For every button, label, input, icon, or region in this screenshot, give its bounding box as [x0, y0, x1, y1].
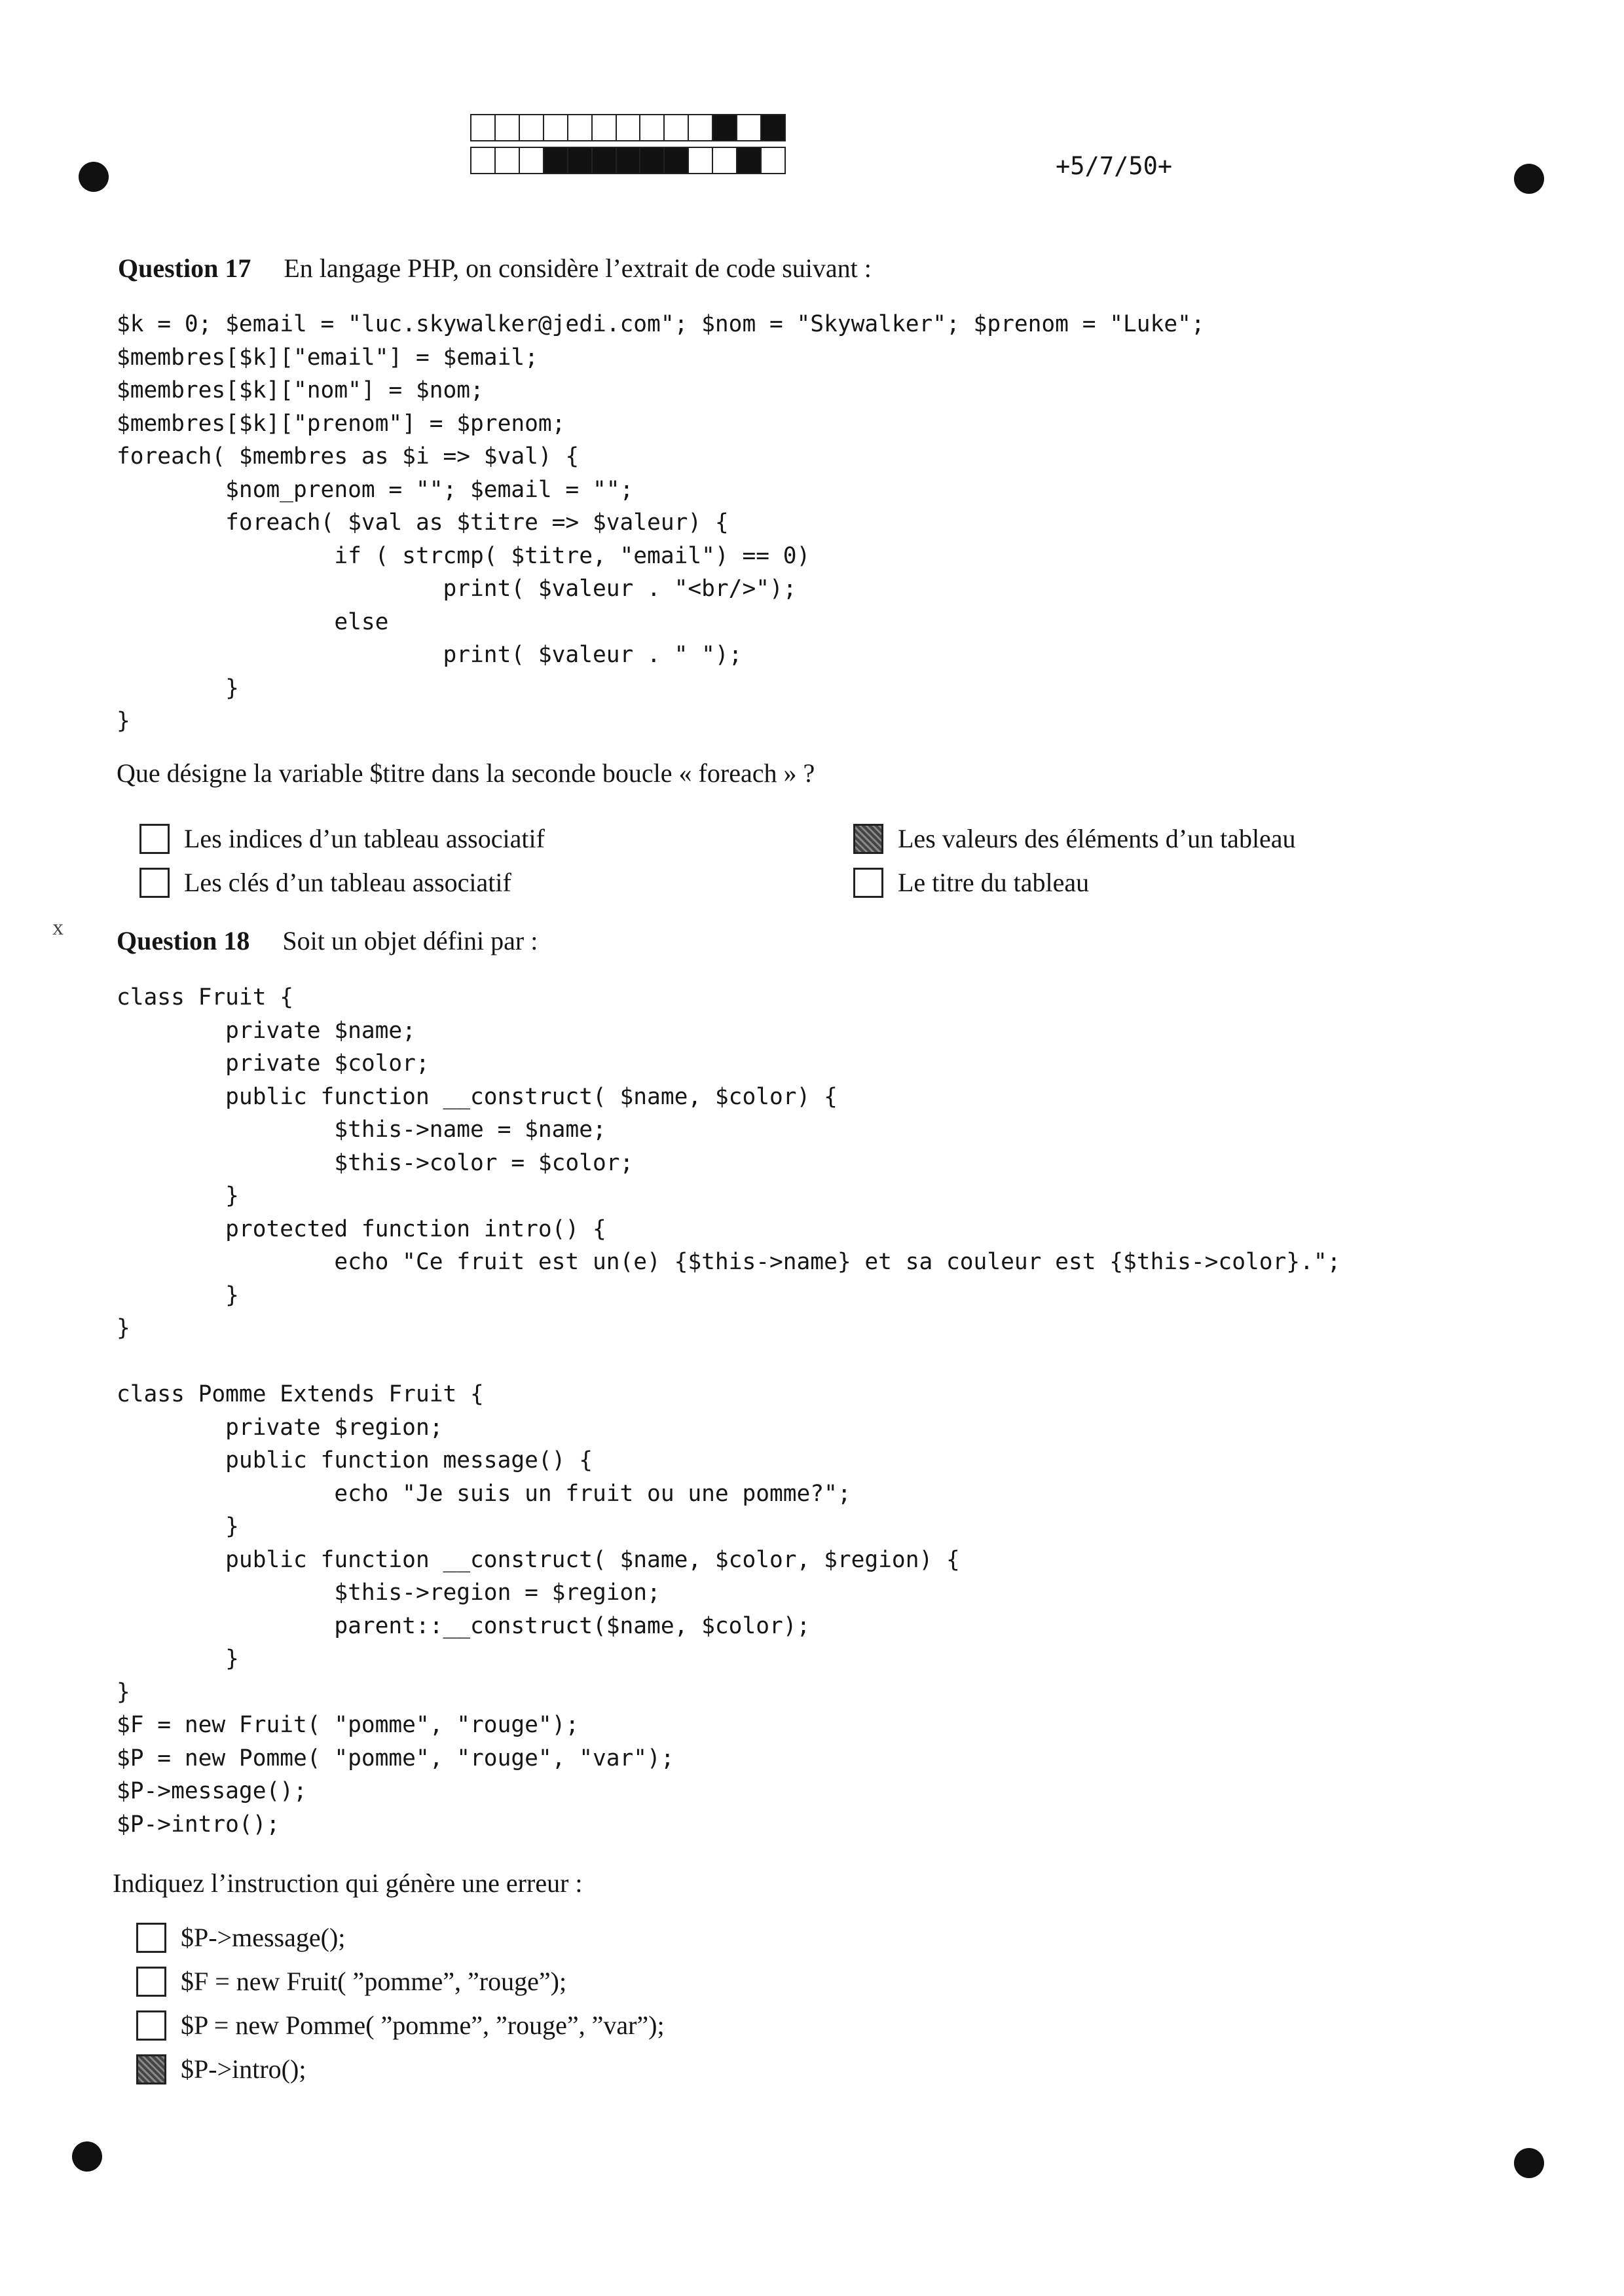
q18-option-4-checkbox[interactable] — [136, 2054, 166, 2084]
barcode-cell — [519, 147, 544, 174]
barcode-cell — [688, 114, 713, 141]
q17-option-1-label: Les indices d’un tableau associatif — [184, 824, 545, 853]
q17-option-2-checkbox[interactable] — [139, 868, 170, 898]
q17-option-1-checkbox[interactable] — [139, 824, 170, 854]
q17-option-4-checkbox[interactable] — [853, 868, 883, 898]
q18-option-4-label: $P->intro(); — [181, 2054, 306, 2084]
question-18-header — [117, 925, 538, 956]
q18-option-2[interactable] — [136, 1966, 566, 1997]
barcode-cell — [494, 147, 520, 174]
q18-option-1-label: $P->message(); — [181, 1923, 346, 1952]
barcode-cell — [616, 114, 641, 141]
question-17-header — [118, 253, 872, 284]
q18-option-2-label: $F = new Fruit( ”pomme”, ”rouge”); — [181, 1967, 567, 1996]
q17-option-3-checkbox[interactable] — [853, 824, 883, 854]
barcode-cell — [639, 147, 665, 174]
barcode-cell — [663, 114, 689, 141]
barcode-cell — [688, 147, 713, 174]
q18-option-3-label: $P = new Pomme( ”pomme”, ”rouge”, ”var”); — [181, 2010, 665, 2040]
barcode-cell — [591, 114, 617, 141]
q17-option-2[interactable] — [139, 867, 511, 898]
q18-option-3[interactable] — [136, 2010, 665, 2041]
barcode-cell — [616, 147, 641, 174]
registration-dot-bottom-left — [72, 2141, 102, 2172]
question-18-label: Question 18 — [117, 926, 250, 955]
barcode-cell — [760, 147, 786, 174]
margin-handwritten-mark: x — [52, 916, 64, 940]
barcode-cell — [494, 114, 520, 141]
question-17-code: $k = 0; $email = "luc.skywalker@jedi.com"; $nom = "Skywalker"; $prenom = "Luke"; $membres[$k]["email"] = $email; $membres[$k]["nom"] = $nom; $membres[$k]["prenom"] = $prenom; foreach( $membres as $i => $val) { $nom_prenom = ""; $email = ""; foreach( $val as $titre => $valeur) { if ( strcmp( $titre, "email") == 0) print( $valeur . "<br/>"); else print( $valeur . " "); } } — [117, 311, 1205, 734]
question-18-intro: Soit un objet défini par : — [282, 926, 538, 955]
barcode-cell — [760, 114, 786, 141]
q18-option-1[interactable] — [136, 1922, 345, 1953]
barcode-row-2 — [470, 147, 784, 174]
barcode-cell — [470, 114, 496, 141]
q18-option-1-checkbox[interactable] — [136, 1923, 166, 1953]
barcode-cell — [470, 147, 496, 174]
question-18-code: class Fruit { private $name; private $color; public function __construct( $name, $color) { $this->name = $name; $this->color = $color; } protected function intro() { echo "Ce fruit est un(e) {$this->name} et sa couleur est {$this->color}."; } } class Pomme Extends Fruit { private $region; public function message() { echo "Je suis un fruit ou une pomme?"; } public function __construct( $name, $color, $region) { $this->region = $region; parent::__construct($name, $color); } } $F = new Fruit( "pomme", "rouge"); $P = new Pomme( "pomme", "rouge", "var"); $P->message(); $P->intro(); — [117, 984, 1341, 1838]
barcode-cell — [712, 147, 737, 174]
q17-option-3[interactable] — [853, 823, 1296, 854]
question-17-prompt: Que désigne la variable $titre dans la seconde boucle « foreach » ? — [117, 758, 815, 788]
registration-dot-bottom-right — [1514, 2148, 1544, 2178]
barcode-cell — [712, 114, 737, 141]
registration-dot-top-right — [1514, 164, 1544, 194]
q17-option-4-label: Le titre du tableau — [898, 868, 1090, 897]
page-id: +5/7/50+ — [1056, 152, 1173, 180]
q18-option-3-checkbox[interactable] — [136, 2010, 166, 2041]
question-17-label: Question 17 — [118, 253, 251, 283]
q17-option-3-label: Les valeurs des éléments d’un tableau — [898, 824, 1296, 853]
q17-option-4[interactable] — [853, 867, 1089, 898]
question-18-prompt: Indiquez l’instruction qui génère une erreur : — [113, 1868, 583, 1898]
q17-option-1[interactable] — [139, 823, 545, 854]
barcode-cell — [663, 147, 689, 174]
barcode-cell — [736, 114, 762, 141]
question-17-intro: En langage PHP, on considère l’extrait de code suivant : — [284, 253, 872, 283]
registration-dot-top-left — [79, 162, 109, 192]
barcode-cell — [567, 147, 593, 174]
barcode-cell — [639, 114, 665, 141]
barcode-row-1 — [470, 114, 784, 141]
barcode-cell — [591, 147, 617, 174]
barcode-cell — [519, 114, 544, 141]
q18-option-4[interactable] — [136, 2054, 306, 2084]
barcode-cell — [543, 114, 568, 141]
barcode-cell — [543, 147, 568, 174]
barcode-cell — [736, 147, 762, 174]
q18-option-2-checkbox[interactable] — [136, 1967, 166, 1997]
q17-option-2-label: Les clés d’un tableau associatif — [184, 868, 511, 897]
barcode-cell — [567, 114, 593, 141]
